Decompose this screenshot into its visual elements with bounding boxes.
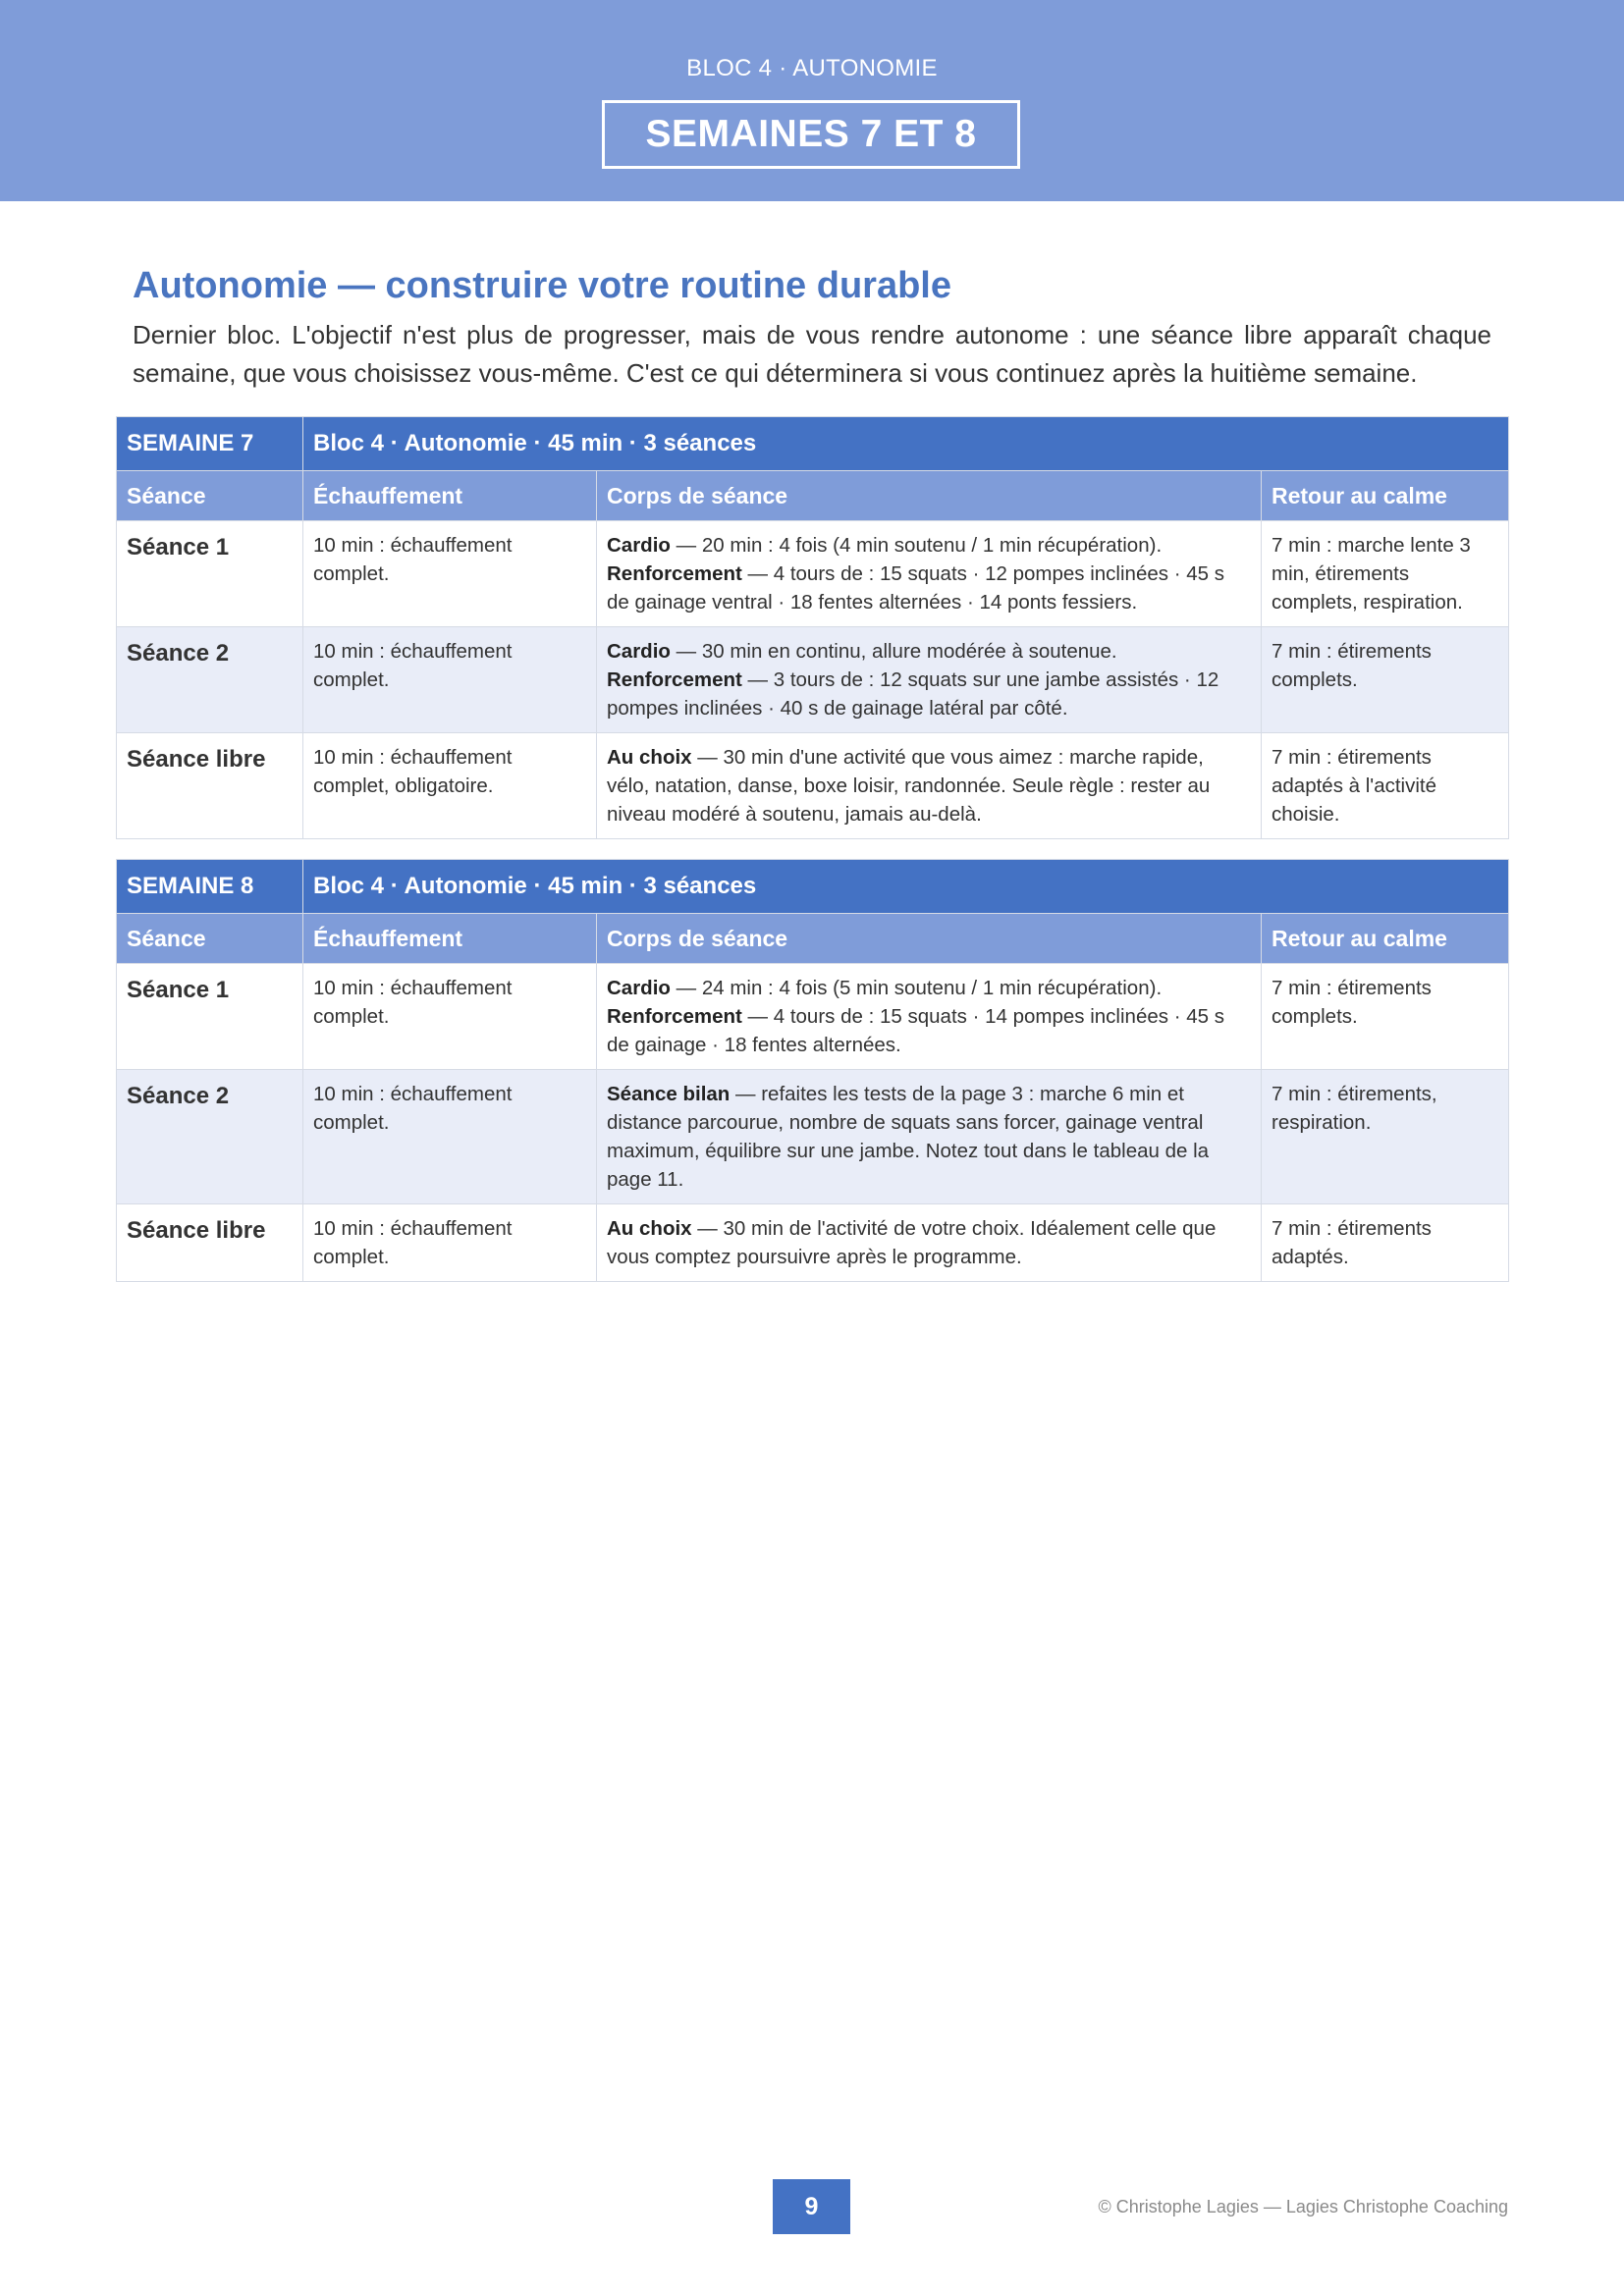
page-title: SEMAINES 7 ET 8 <box>602 100 1020 169</box>
body-cell <box>597 733 1262 839</box>
col-cooldown: Retour au calme <box>1262 471 1509 521</box>
week-header-row <box>117 860 1509 914</box>
week-summary: Bloc 4 · Autonomie · 45 min · 3 séances <box>303 860 1509 914</box>
week-label: SEMAINE 7 <box>117 417 303 471</box>
part-label: Cardio <box>607 640 671 663</box>
body-cell <box>597 521 1262 627</box>
session-name: Séance 2 <box>117 627 303 733</box>
part-text: — 3 tours de : 12 squats sur une jambe assistés · 12 pompes inclinées · 40 s de gainage latéral par côté. <box>607 668 1219 720</box>
part-text: — 30 min de l'activité de votre choix. Idéalement celle que vous comptez poursuivre après le programme. <box>607 1217 1217 1268</box>
intro-section <box>133 263 1491 393</box>
part-label: Renforcement <box>607 1005 742 1028</box>
warmup-cell: 10 min : échauffement complet. <box>303 1204 597 1282</box>
session-name: Séance 1 <box>117 964 303 1070</box>
col-session: Séance <box>117 914 303 964</box>
part-text: — 4 tours de : 15 squats · 12 pompes inclinées · 45 s de gainage ventral · 18 fentes alternées · 14 ponts fessiers. <box>607 562 1224 614</box>
cooldown-cell: 7 min : étirements complets. <box>1262 627 1509 733</box>
part-text: — refaites les tests de la page 3 : marche 6 min et distance parcourue, nombre de squats sans forcer, gainage ventral maximum, équilibre sur une jambe. Notez tout dans le tableau de la page 11. <box>607 1083 1210 1191</box>
week-label: SEMAINE 8 <box>117 860 303 914</box>
warmup-cell: 10 min : échauffement complet. <box>303 964 597 1070</box>
part-label: Renforcement <box>607 668 742 691</box>
cooldown-cell: 7 min : marche lente 3 min, étirements complets, respiration. <box>1262 521 1509 627</box>
section-intro: Dernier bloc. L'objectif n'est plus de progresser, mais de vous rendre autonome : une séance libre apparaît chaque semaine, que vous choisissez vous-même. C'est ce qui déterminera si vous continuez après la huitième semaine. <box>133 320 1491 388</box>
col-cooldown: Retour au calme <box>1262 914 1509 964</box>
part-label: Cardio <box>607 977 671 999</box>
warmup-cell: 10 min : échauffement complet, obligatoire. <box>303 733 597 839</box>
table-row <box>117 733 1509 839</box>
body-cell <box>597 1070 1262 1204</box>
body-cell <box>597 1204 1262 1282</box>
part-text: — 20 min : 4 fois (4 min soutenu / 1 min récupération). <box>670 534 1163 557</box>
column-header-row <box>117 471 1509 521</box>
section-heading: Autonomie — construire votre routine durable <box>133 265 951 306</box>
cooldown-cell: 7 min : étirements, respiration. <box>1262 1070 1509 1204</box>
cooldown-cell: 7 min : étirements complets. <box>1262 964 1509 1070</box>
page-number: 9 <box>773 2179 850 2234</box>
table-row <box>117 1204 1509 1282</box>
table-row <box>117 521 1509 627</box>
part-label: Renforcement <box>607 562 742 585</box>
warmup-cell: 10 min : échauffement complet. <box>303 627 597 733</box>
col-warmup: Échauffement <box>303 914 597 964</box>
part-text: — 30 min d'une activité que vous aimez : marche rapide, vélo, natation, danse, boxe loisir, randonnée. Seule règle : rester au niveau modéré à soutenu, jamais au-delà. <box>607 746 1211 826</box>
part-text: — 24 min : 4 fois (5 min soutenu / 1 min récupération). <box>670 977 1163 999</box>
week-header-row <box>117 417 1509 471</box>
col-body: Corps de séance <box>597 471 1262 521</box>
part-label: Au choix <box>607 1217 692 1240</box>
table-row <box>117 1070 1509 1204</box>
col-warmup: Échauffement <box>303 471 597 521</box>
cooldown-cell: 7 min : étirements adaptés. <box>1262 1204 1509 1282</box>
week-7-table <box>116 416 1509 839</box>
part-text: — 4 tours de : 15 squats · 14 pompes inclinées · 45 s de gainage · 18 fentes alternées. <box>607 1005 1224 1056</box>
part-text: — 30 min en continu, allure modérée à soutenue. <box>670 640 1117 663</box>
part-label: Au choix <box>607 746 692 769</box>
body-cell <box>597 627 1262 733</box>
cooldown-cell: 7 min : étirements adaptés à l'activité choisie. <box>1262 733 1509 839</box>
session-name: Séance libre <box>117 1204 303 1282</box>
part-label: Séance bilan <box>607 1083 731 1105</box>
part-label: Cardio <box>607 534 671 557</box>
session-name: Séance libre <box>117 733 303 839</box>
col-session: Séance <box>117 471 303 521</box>
warmup-cell: 10 min : échauffement complet. <box>303 521 597 627</box>
table-row <box>117 964 1509 1070</box>
body-cell <box>597 964 1262 1070</box>
column-header-row <box>117 914 1509 964</box>
table-row <box>117 627 1509 733</box>
session-name: Séance 1 <box>117 521 303 627</box>
week-8-table <box>116 859 1509 1282</box>
warmup-cell: 10 min : échauffement complet. <box>303 1070 597 1204</box>
header-kicker: BLOC 4 · AUTONOMIE <box>686 55 938 81</box>
session-name: Séance 2 <box>117 1070 303 1204</box>
copyright-notice: © Christophe Lagies — Lagies Christophe Coaching <box>1098 2197 1508 2216</box>
week-summary: Bloc 4 · Autonomie · 45 min · 3 séances <box>303 417 1509 471</box>
col-body: Corps de séance <box>597 914 1262 964</box>
